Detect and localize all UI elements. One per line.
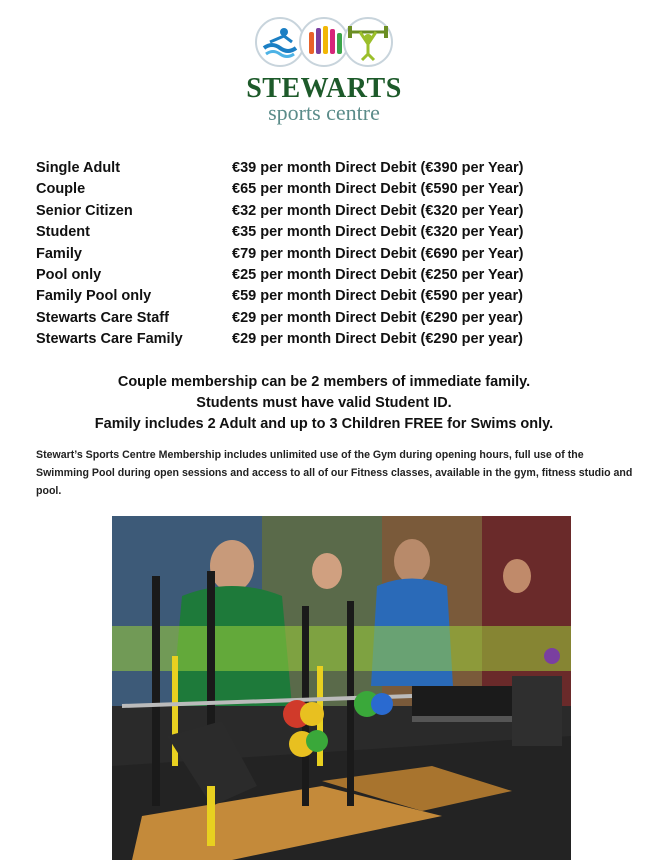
weightlifter-icon xyxy=(344,18,392,66)
logo xyxy=(0,14,648,124)
price-row-single-adult xyxy=(36,158,616,179)
membership-price: €65 per month Direct Debit (€590 per Year) xyxy=(232,181,524,198)
brand-name: STEWARTS xyxy=(246,73,402,104)
membership-name: Family Pool only xyxy=(36,288,152,305)
membership-notes xyxy=(0,372,648,435)
membership-price: €39 per month Direct Debit (€390 per Year) xyxy=(232,160,524,176)
price-list xyxy=(36,158,616,351)
brand-subtitle: sports centre xyxy=(268,100,380,125)
price-row-care-family xyxy=(36,329,616,350)
price-row-family xyxy=(36,244,616,265)
note-family: Family includes 2 Adult and up to 3 Children FREE for Swims only. xyxy=(94,416,554,432)
logo-icons xyxy=(254,14,394,70)
membership-price: €59 per month Direct Debit (€590 per year) xyxy=(232,288,523,305)
price-row-pool-only xyxy=(36,265,616,286)
price-row-senior-citizen xyxy=(36,201,616,222)
price-row-couple xyxy=(36,179,616,200)
note-couple: Couple membership can be 2 members of immediate family. xyxy=(117,374,531,390)
membership-name: Stewarts Care Family xyxy=(36,331,183,348)
membership-price: €29 per month Direct Debit (€290 per year) xyxy=(232,331,523,348)
membership-price: €79 per month Direct Debit (€690 per Year) xyxy=(232,245,524,262)
membership-name: Couple xyxy=(36,181,86,198)
membership-price: €35 per month Direct Debit (€320 per Year) xyxy=(232,224,524,241)
membership-price: €32 per month Direct Debit (€320 per Year) xyxy=(232,202,524,219)
membership-price: €29 per month Direct Debit (€290 per year) xyxy=(232,309,523,326)
membership-name: Single Adult xyxy=(36,160,121,176)
note-student: Students must have valid Student ID. xyxy=(196,395,452,411)
membership-name: Senior Citizen xyxy=(36,202,133,219)
membership-name: Pool only xyxy=(36,266,102,283)
price-row-care-staff xyxy=(36,308,616,329)
swimmer-icon xyxy=(256,18,304,66)
membership-price: €25 per month Direct Debit (€250 per Year) xyxy=(232,266,524,283)
price-row-family-pool-only xyxy=(36,286,616,307)
membership-name: Family xyxy=(36,245,82,262)
gym-photo-illustration xyxy=(112,516,571,860)
gym-photo xyxy=(112,516,571,860)
membership-description: Stewart’s Sports Centre Membership includes unlimited use of the Gym during opening hours, full use of the Swimming Pool during open sessions and access to all of our Fitness classes, available in the gym, fitness studio and pool. xyxy=(36,449,633,497)
family-figures-icon xyxy=(300,18,348,66)
membership-name: Student xyxy=(36,224,90,241)
membership-name: Stewarts Care Staff xyxy=(36,309,169,326)
price-row-student xyxy=(36,222,616,243)
